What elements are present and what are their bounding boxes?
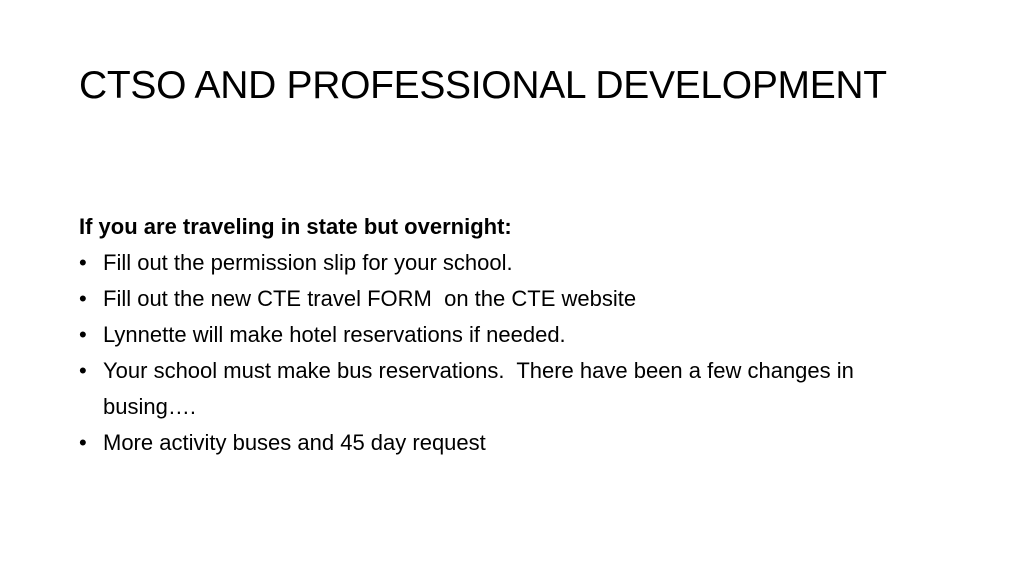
bullet-text: Fill out the new CTE travel FORM on the CTE website [103, 286, 637, 311]
bullet-list [79, 245, 919, 461]
bullet-item [79, 425, 919, 461]
bullet-icon: • [79, 286, 87, 311]
slide-body [79, 209, 919, 461]
bullet-text: Lynnette will make hotel reservations if needed. [103, 322, 566, 347]
bullet-item [79, 281, 919, 317]
bullet-text: More activity buses and 45 day request [103, 430, 486, 455]
bullet-icon: • [79, 358, 87, 383]
bullet-text: Your school must make bus reservations. There have been a few changes in busing…. [103, 358, 861, 419]
body-heading: If you are traveling in state but overnight: [79, 214, 512, 239]
bullet-icon: • [79, 250, 87, 275]
slide-title: CTSO AND PROFESSIONAL DEVELOPMENT [79, 64, 887, 107]
bullet-item [79, 245, 919, 281]
bullet-text: Fill out the permission slip for your school. [103, 250, 513, 275]
bullet-icon: • [79, 322, 87, 347]
bullet-icon: • [79, 430, 87, 455]
bullet-item [79, 353, 919, 425]
bullet-item [79, 317, 919, 353]
